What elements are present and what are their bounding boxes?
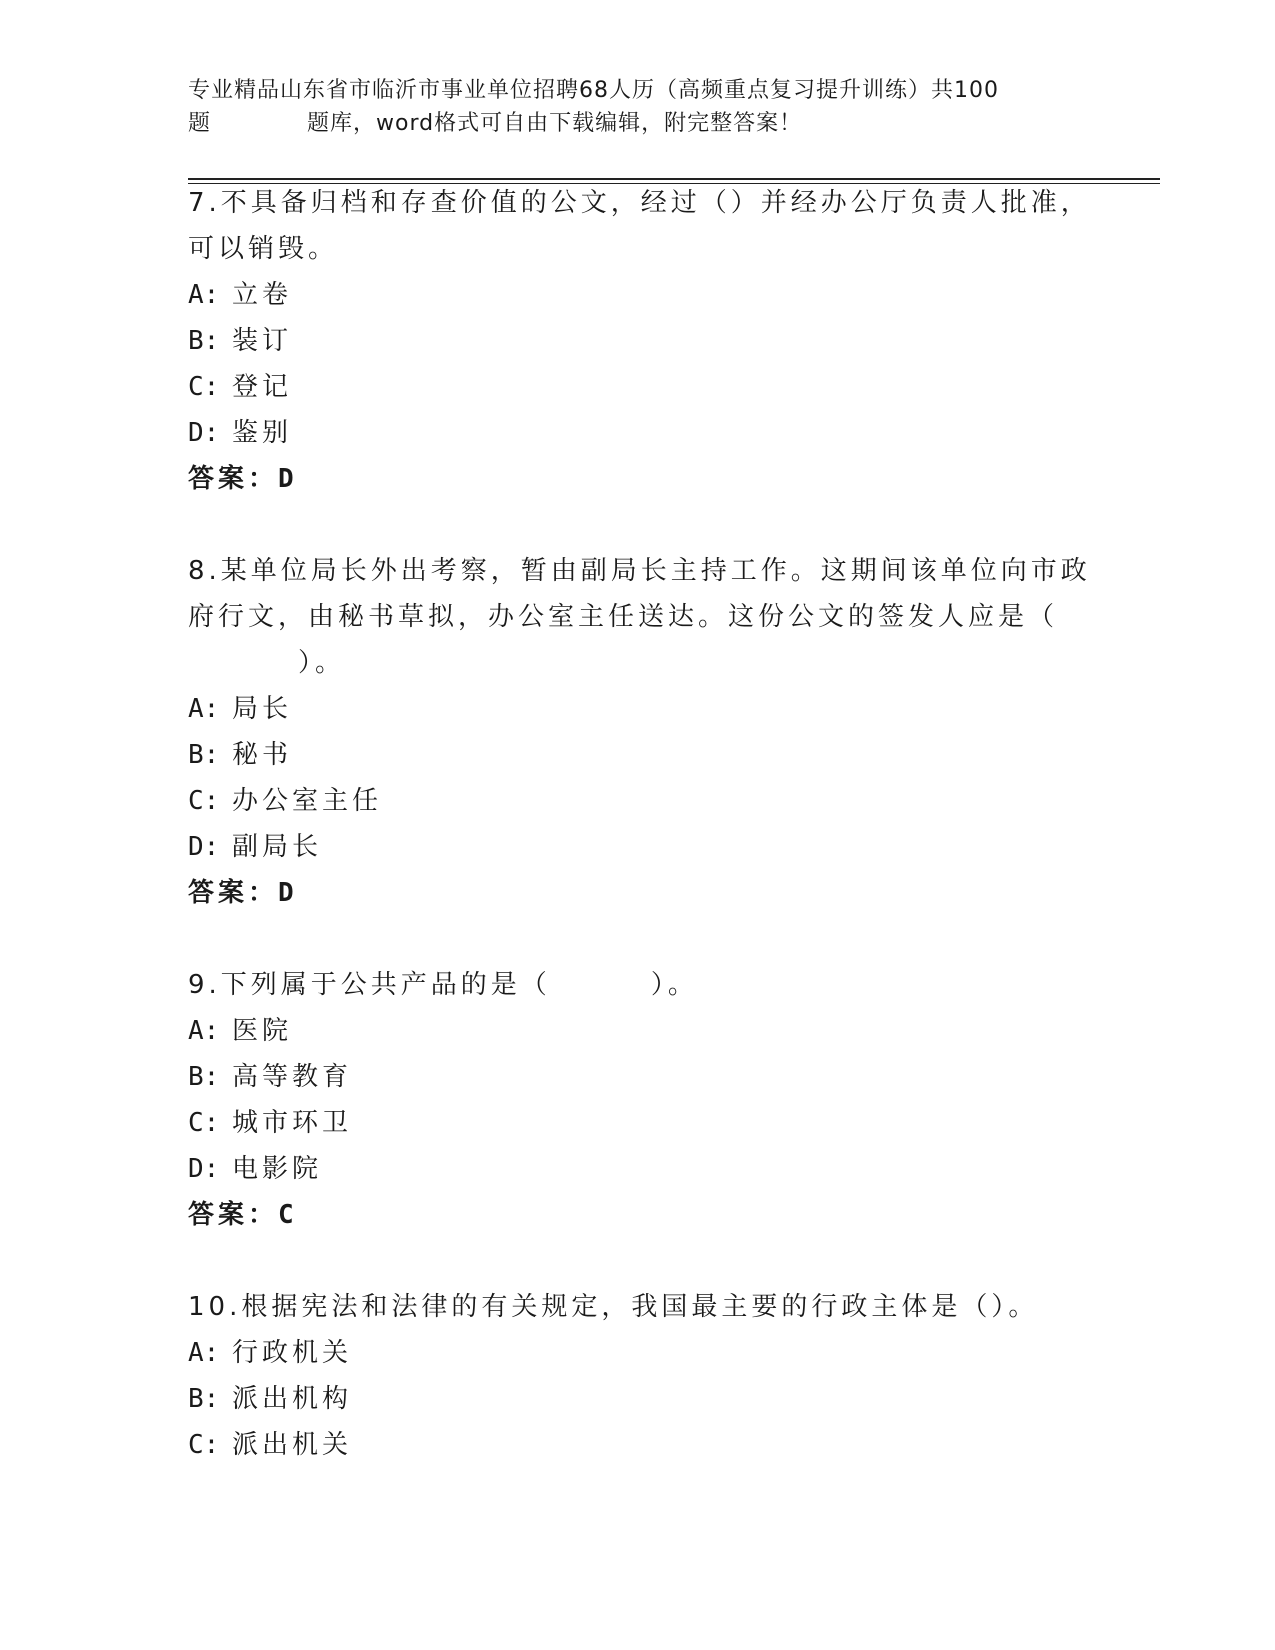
question-stem-line: 可以销毁。 [188, 234, 339, 264]
option-key: A: [188, 280, 220, 310]
option-b [188, 1376, 1088, 1422]
document-header [188, 74, 1088, 140]
option-a [188, 1008, 1088, 1054]
option-key: C: [188, 1108, 220, 1138]
option-d [188, 1146, 1088, 1192]
option-text: 办公室主任 [232, 786, 383, 816]
option-key: B: [188, 326, 220, 356]
option-b [188, 732, 1088, 778]
option-c [188, 1422, 1088, 1468]
option-d [188, 410, 1088, 456]
option-key: B: [188, 740, 220, 770]
header-title-line2-b: 题库，word格式可自由下载编辑，附完整答案！ [307, 111, 803, 136]
question-stem-part: 9.下列属于公共产品的是（ [188, 970, 551, 1000]
answer-label: 答案： [188, 464, 279, 494]
question-stem-line: 10.根据宪法和法律的有关规定，我国最主要的行政主体是（）。 [188, 1292, 1039, 1322]
header-title-line1: 专业精品山东省市临沂市事业单位招聘68人历（高频重点复习提升训练）共100 [188, 78, 999, 103]
option-a [188, 272, 1088, 318]
option-key: C: [188, 1430, 220, 1460]
option-text: 鉴别 [232, 418, 293, 448]
option-c [188, 778, 1088, 824]
option-key: C: [188, 786, 220, 816]
option-text: 电影院 [232, 1154, 323, 1184]
option-key: D: [188, 418, 220, 448]
option-text: 派出机关 [232, 1430, 353, 1460]
option-b [188, 1054, 1088, 1100]
option-text: 医院 [232, 1016, 293, 1046]
option-key: D: [188, 832, 220, 862]
answer-label: 答案： [188, 1200, 279, 1230]
option-a [188, 1330, 1088, 1376]
option-text: 装订 [232, 326, 293, 356]
option-text: 高等教育 [232, 1062, 353, 1092]
option-b [188, 318, 1088, 364]
option-text: 城市环卫 [232, 1108, 353, 1138]
option-text: 局长 [232, 694, 293, 724]
option-key: A: [188, 694, 220, 724]
option-d [188, 824, 1088, 870]
question-stem-line: ）。 [298, 648, 346, 678]
question-stem-part: ）。 [650, 970, 698, 1000]
option-key: C: [188, 372, 220, 402]
option-text: 秘书 [232, 740, 293, 770]
question-9 [188, 962, 1088, 1238]
option-c [188, 364, 1088, 410]
answer-value: D [278, 878, 294, 908]
answer-line [188, 870, 1088, 916]
question-stem-line: 府行文，由秘书草拟，办公室主任送达。这份公文的签发人应是（ [188, 602, 1059, 632]
option-a [188, 686, 1088, 732]
question-stem-line: 8.某单位局长外出考察，暂由副局长主持工作。这期间该单位向市政 [188, 556, 1091, 586]
answer-value: C [278, 1200, 294, 1230]
answer-label: 答案： [188, 878, 279, 908]
option-key: D: [188, 1154, 220, 1184]
question-stem-line: 7.不具备归档和存查价值的公文，经过（）并经办公厅负责人批准， [188, 188, 1091, 218]
option-key: B: [188, 1062, 220, 1092]
option-key: A: [188, 1338, 220, 1368]
option-text: 副局长 [232, 832, 323, 862]
option-text: 登记 [232, 372, 293, 402]
header-title-line2-a: 题 [188, 111, 212, 136]
option-c [188, 1100, 1088, 1146]
option-key: A: [188, 1016, 220, 1046]
option-text: 派出机构 [232, 1384, 353, 1414]
header-title-line2 [188, 107, 1088, 140]
answer-line [188, 1192, 1088, 1238]
answer-line [188, 456, 1088, 502]
option-key: B: [188, 1384, 220, 1414]
option-text: 行政机关 [232, 1338, 353, 1368]
question-7 [188, 180, 1091, 502]
question-stem-line [188, 962, 1088, 1008]
question-10 [188, 1284, 1088, 1468]
question-8 [188, 548, 1091, 916]
answer-value: D [278, 464, 294, 494]
option-text: 立卷 [232, 280, 293, 310]
